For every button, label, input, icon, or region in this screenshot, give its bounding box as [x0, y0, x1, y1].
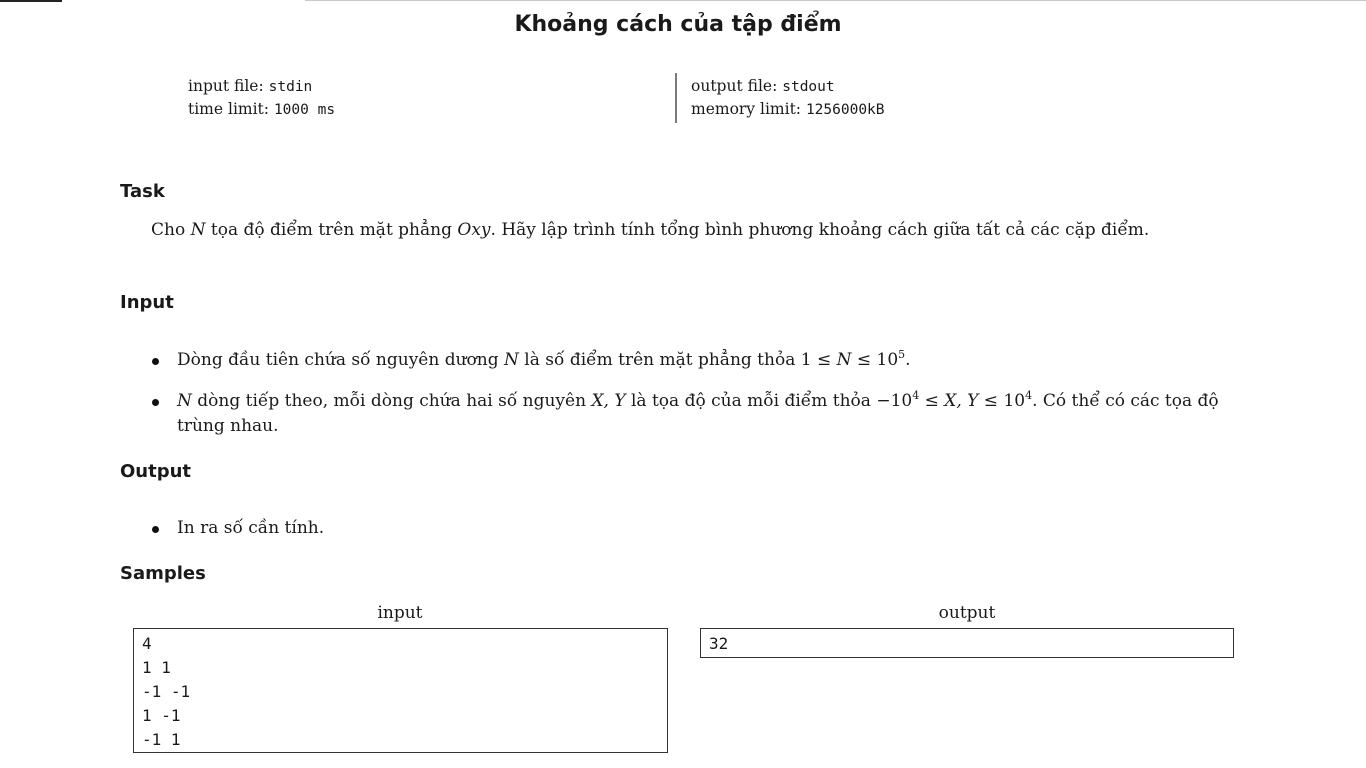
text: ≤ — [919, 391, 945, 411]
list-item — [152, 389, 1242, 439]
task-text: . Hãy lập trình tính tổng bình phương khoảng cách giữa tất cả các cặp điểm. — [490, 220, 1150, 240]
exponent: 4 — [912, 389, 920, 402]
math-n: N — [504, 350, 519, 370]
math-n: N — [836, 350, 852, 370]
text: là tọa độ của mỗi điểm thỏa −10 — [625, 391, 913, 411]
samples-heading: Samples — [120, 563, 206, 584]
meta-right — [691, 75, 885, 121]
sample-line: 32 — [709, 634, 729, 653]
sample-line: -1 1 — [142, 730, 181, 749]
bullet-icon — [152, 399, 159, 406]
meta-left — [188, 75, 335, 121]
sample-input-label: input — [377, 603, 423, 623]
text: . — [905, 350, 911, 370]
top-rule — [305, 0, 1366, 1]
input-file-value: stdin — [268, 79, 313, 95]
time-limit-value: 1000 ms — [273, 102, 336, 118]
page-title: Khoảng cách của tập điểm — [514, 12, 842, 37]
memory-limit-row — [691, 98, 885, 121]
time-limit-row — [188, 98, 335, 121]
list-item — [152, 348, 1242, 373]
input-file-row — [188, 75, 335, 98]
sample-output-label: output — [938, 603, 996, 623]
bullet-icon — [152, 358, 159, 365]
top-rule — [0, 0, 62, 2]
exponent: 4 — [1025, 389, 1033, 402]
text: . Có thể có các tọa độ trùng nhau. — [177, 391, 1219, 436]
text: dòng tiếp theo, mỗi dòng chứa hai số nguyên — [191, 391, 592, 411]
meta-divider — [675, 73, 677, 123]
text: ≤ 10 — [851, 350, 899, 370]
sample-line: 1 -1 — [142, 706, 181, 725]
sample-line: 1 1 — [142, 658, 171, 677]
bullet-text — [152, 389, 1242, 439]
output-file-value: stdout — [782, 79, 835, 95]
output-file-row — [691, 75, 885, 98]
math-oxy: Oxy — [457, 220, 491, 240]
task-heading: Task — [120, 181, 165, 202]
exponent: 5 — [898, 348, 906, 361]
input-heading: Input — [120, 292, 174, 313]
bullet-text — [152, 348, 1242, 373]
text: là số điểm trên mặt phẳng thỏa 1 ≤ — [518, 350, 837, 370]
text: ≤ 10 — [978, 391, 1026, 411]
input-file-label: input file: — [188, 77, 269, 95]
sample-line: -1 -1 — [142, 682, 191, 701]
bullet-text: In ra số cần tính. — [177, 518, 325, 538]
list-item — [152, 516, 1242, 541]
time-limit-label: time limit: — [188, 100, 274, 118]
memory-limit-value: 1256000kB — [805, 102, 885, 118]
math-n: N — [177, 391, 192, 411]
output-file-label: output file: — [691, 77, 783, 95]
math-xy: X, Y — [944, 391, 979, 411]
sample-output-box — [700, 628, 1234, 658]
sample-line: 4 — [142, 634, 152, 653]
math-xy: X, Y — [591, 391, 626, 411]
bullet-icon — [152, 526, 159, 533]
sample-input-box — [133, 628, 668, 753]
task-text: Cho — [151, 220, 191, 240]
task-paragraph — [118, 218, 1238, 243]
math-n: N — [190, 220, 206, 240]
output-heading: Output — [120, 461, 192, 482]
memory-limit-label: memory limit: — [691, 100, 806, 118]
task-text: tọa độ điểm trên mặt phẳng — [205, 220, 458, 240]
text: Dòng đầu tiên chứa số nguyên dương — [177, 350, 505, 370]
